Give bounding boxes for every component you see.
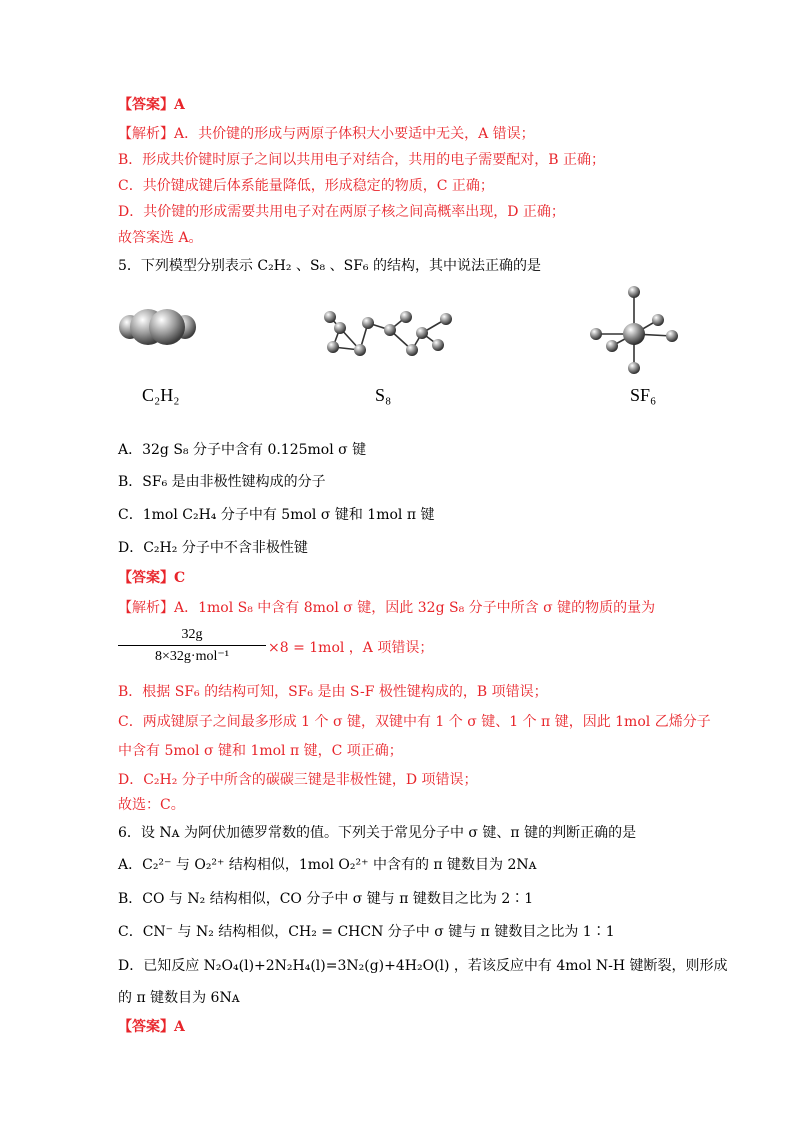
q4-analysis-line: C．共价键成键后体系能量降低，形成稳定的物质，C 正确； <box>118 178 494 194</box>
q4-analysis-line: 故答案选 A。 <box>118 230 203 246</box>
q5-stem: 5．下列模型分别表示 C₂H₂ 、S₈ 、SF₆ 的结构，其中说法正确的是 <box>118 258 541 274</box>
q5-analysis-line: 中含有 5mol σ 键和 1mol π 键，C 项正确； <box>118 743 403 759</box>
q6-option-d: D．已知反应 N₂O₄(l)+2N₂H₄(l)=3N₂(g)+4H₂O(l) ，若该反应中有 4mol N-H 键断裂，则形成 <box>118 958 728 974</box>
c2h2-caption: C₂H₂ <box>142 385 180 405</box>
s8-caption: S₈ <box>375 385 392 405</box>
fraction-numerator: 32g <box>181 627 203 642</box>
q6-stem: 6．设 Nᴀ 为阿伏加德罗常数的值。下列关于常见分子中 σ 键、π 键的判断正确的是 <box>118 825 637 841</box>
q6-option-d-cont: 的 π 键数目为 6Nᴀ <box>118 990 240 1006</box>
q4-answer: 【答案】A <box>118 97 185 113</box>
q5-analysis-line: 故选：C。 <box>118 797 185 813</box>
q6-answer: 【答案】A <box>118 1019 185 1035</box>
q5-option-c: C．1mol C₂H₄ 分子中有 5mol σ 键和 1mol π 键 <box>118 507 435 523</box>
fraction-expression <box>118 627 266 665</box>
q6-option-c: C．CN⁻ 与 N₂ 结构相似，CH₂ = CHCN 分子中 σ 键与 π 键数目之比为 1∶1 <box>118 924 615 940</box>
q5-analysis-line: 【解析】A．1mol S₈ 中含有 8mol σ 键，因此 32g S₈ 分子中所含 σ 键的物质的量为 <box>118 600 656 616</box>
fraction-tail: ×8 = 1mol ，A 项错误； <box>268 640 434 656</box>
q4-analysis-line: 【解析】A．共价键的形成与两原子体积大小要适中无关，A 错误； <box>118 126 535 142</box>
q5-analysis-line: B．根据 SF₆ 的结构可知，SF₆ 是由 S-F 极性键构成的，B 项错误； <box>118 684 548 700</box>
sf6-model-image <box>588 282 683 377</box>
fraction-denominator: 8×32g·mol⁻¹ <box>155 649 229 664</box>
q5-option-a: A．32g S₈ 分子中含有 0.125mol σ 键 <box>118 442 367 458</box>
q4-analysis-line: B．形成共价键时原子之间以共用电子对结合，共用的电子需要配对，B 正确； <box>118 152 606 168</box>
q6-option-a: A．C₂²⁻ 与 O₂²⁺ 结构相似，1mol O₂²⁺ 中含有的 π 键数目为 2Nᴀ <box>118 857 537 873</box>
q4-analysis-line: D．共价键的形成需要共用电子对在两原子核之间高概率出现，D 正确； <box>118 204 565 220</box>
fraction-bar <box>118 645 266 646</box>
q6-option-b: B．CO 与 N₂ 结构相似，CO 分子中 σ 键与 π 键数目之比为 2∶1 <box>118 891 534 907</box>
q5-option-b: B．SF₆ 是由非极性键构成的分子 <box>118 474 326 490</box>
c2h2-model-image <box>115 305 200 350</box>
q5-analysis-line: C．两成键原子之间最多形成 1 个 σ 键，双键中有 1 个 σ 键、1 个 π 键，因此 1mol 乙烯分子 <box>118 714 711 730</box>
q5-option-d: D．C₂H₂ 分子中不含非极性键 <box>118 540 308 556</box>
s8-model-image <box>318 305 463 365</box>
sf6-caption: SF₆ <box>630 385 657 405</box>
q5-analysis-line: D．C₂H₂ 分子中所含的碳碳三键是非极性键，D 项错误； <box>118 772 478 788</box>
q5-answer: 【答案】C <box>118 570 186 586</box>
